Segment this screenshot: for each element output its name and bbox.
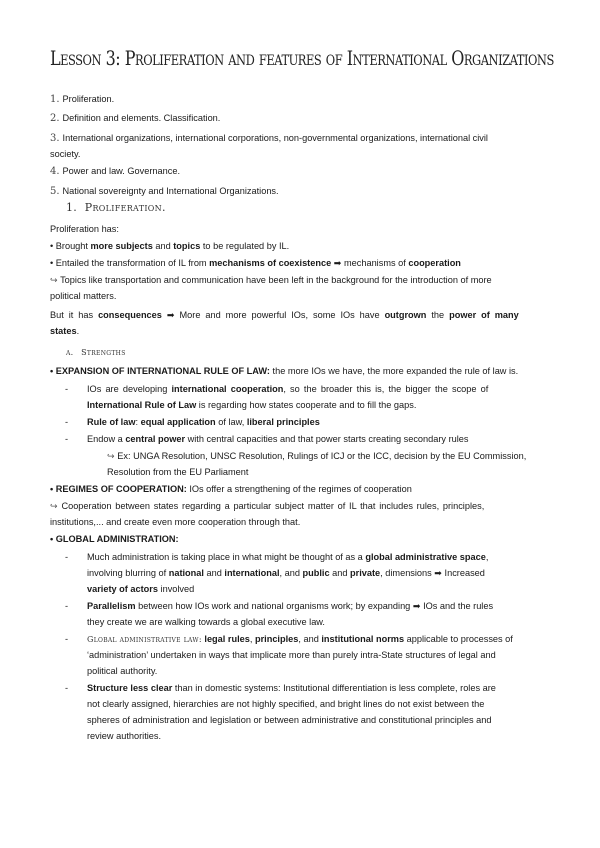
subsection-heading: a. Strengths <box>66 348 126 357</box>
paragraph-cont: states. <box>50 326 80 336</box>
note-line: ↪ Cooperation between states regarding a particular subject matter of IL that includes rules, principles, <box>50 501 485 511</box>
outline-item: 3. International organizations, international corporations, non-governmental organizations, international civil <box>50 133 488 144</box>
list-item-cont: ‘administration’ undertaken in ways that implicate more than purely intra-State structures of legal and <box>87 650 496 660</box>
outline-item: 2. Definition and elements. Classification. <box>50 113 221 124</box>
list-item: Endow a central power with central capacities and that power starts creating secondary rules <box>87 434 469 444</box>
list-item-cont: not clearly assigned, hierarchies are not highly specified, and bright lines do not exist between the <box>87 699 485 709</box>
list-item: Rule of law: equal application of law, liberal principles <box>87 417 320 427</box>
note-line: institutions,... and create even more cooperation through that. <box>50 517 301 527</box>
paragraph: But it has consequences ➡ More and more powerful IOs, some IOs have outgrown the power of many <box>50 310 519 320</box>
list-item: IOs are developing international cooperation, so the broader this is, the bigger the scope of <box>87 384 489 394</box>
list-item: Much administration is taking place in what might be thought of as a global administrative space, <box>87 552 489 562</box>
paragraph: Proliferation has: <box>50 224 119 234</box>
note-line: ↪ Topics like transportation and communication have been left in the background for the introduction of more <box>50 275 492 285</box>
curved-arrow-icon: ↪ <box>107 451 115 461</box>
list-item-cont: variety of actors involved <box>87 584 195 594</box>
outline-item: 5. National sovereignty and International Organizations. <box>50 186 279 197</box>
dash-marker: - <box>65 417 69 427</box>
dash-marker: - <box>65 634 69 644</box>
list-item-cont: involving blurring of national and international, and public and private, dimensions ➡ Increased <box>87 568 485 578</box>
bullet-item: • Entailed the transformation of IL from mechanisms of coexistence ➡ mechanisms of cooperation <box>50 258 461 268</box>
note-line: political matters. <box>50 291 117 301</box>
list-item: Global administrative law: legal rules, principles, and institutional norms applicable to processes of <box>87 634 513 644</box>
example-line: Resolution from the EU Parliament <box>107 467 249 477</box>
bullet-item: • REGIMES OF COOPERATION: IOs offer a strengthening of the regimes of cooperation <box>50 484 412 494</box>
list-item-cont: review authorities. <box>87 731 162 741</box>
outline-item: 4. Power and law. Governance. <box>50 166 181 177</box>
dash-marker: - <box>65 552 69 562</box>
bullet-item: • Brought more subjects and topics to be regulated by IL. <box>50 241 290 251</box>
curved-arrow-icon: ↪ <box>50 275 58 285</box>
outline-item-cont: society. <box>50 149 81 159</box>
list-item: Structure less clear than in domestic systems: Institutional differentiation is less complete, roles are <box>87 683 496 693</box>
example-line: ↪ Ex: UNGA Resolution, UNSC Resolution, Rulings of ICJ or the ICC, decision by the EU Commission, <box>107 451 527 461</box>
list-item-cont: political authority. <box>87 666 158 676</box>
dash-marker: - <box>65 384 69 394</box>
list-item-cont: International Rule of Law is regarding how states cooperate and to fill the gaps. <box>87 400 417 410</box>
bullet-item: • EXPANSION OF INTERNATIONAL RULE OF LAW: the more IOs we have, the more expanded the rule of law is. <box>50 366 519 376</box>
list-item-cont: they create we are walking towards a global executive law. <box>87 617 325 627</box>
section-heading: 1. Proliferation. <box>66 201 166 214</box>
list-item: Parallelism between how IOs work and national organisms work; by expanding ➡ IOs and the rules <box>87 601 494 611</box>
bullet-item: • GLOBAL ADMINISTRATION: <box>50 534 179 544</box>
list-item-cont: spheres of administration and legislation or between administrative and constitutional principles and <box>87 715 492 725</box>
curved-arrow-icon: ↪ <box>50 501 58 511</box>
page-title: Lesson 3: Proliferation and features of International Organizations <box>50 47 554 70</box>
dash-marker: - <box>65 434 69 444</box>
outline-item: 1. Proliferation. <box>50 94 115 105</box>
dash-marker: - <box>65 683 69 693</box>
dash-marker: - <box>65 601 69 611</box>
